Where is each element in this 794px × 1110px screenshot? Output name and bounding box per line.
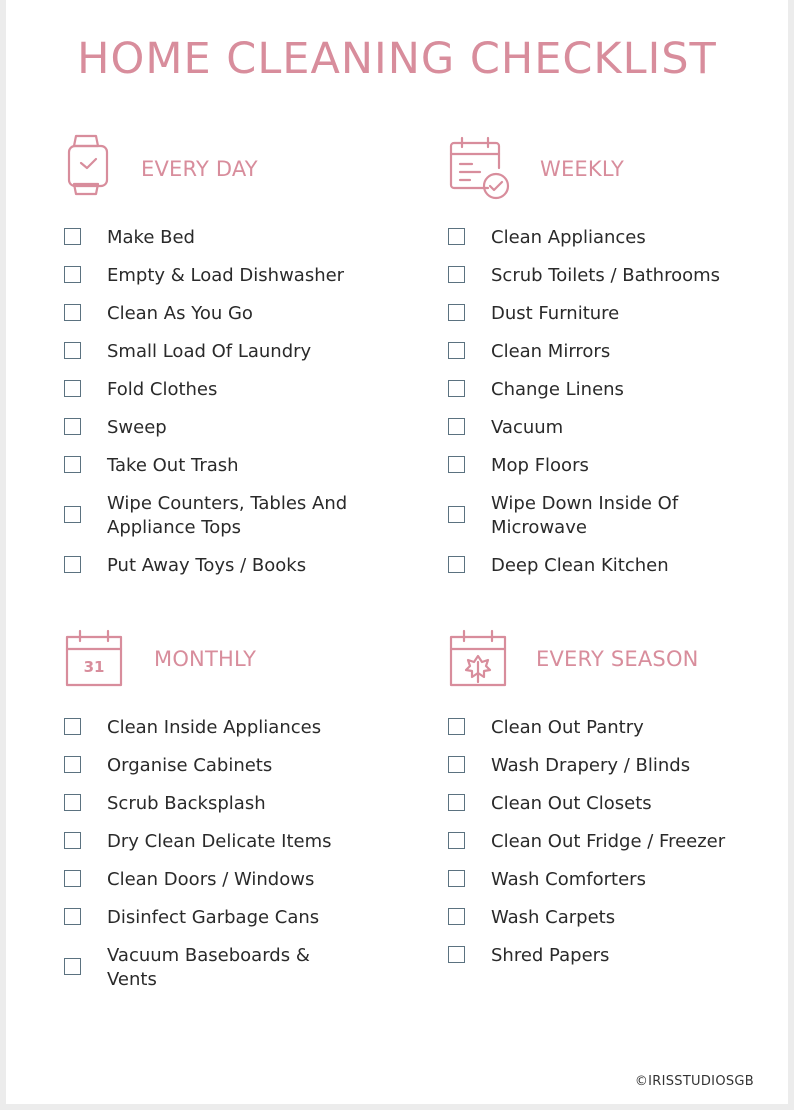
item-label: Deep Clean Kitchen xyxy=(491,555,669,576)
section-header xyxy=(448,620,778,692)
checkbox[interactable] xyxy=(448,832,465,849)
checkbox[interactable] xyxy=(448,946,465,963)
checkbox[interactable] xyxy=(64,418,81,435)
copyright-text: ©IRISSTUDIOSGB xyxy=(634,1074,754,1089)
checkbox[interactable] xyxy=(64,506,81,523)
checkbox[interactable] xyxy=(448,506,465,523)
checklist-item[interactable] xyxy=(64,556,404,594)
checkbox[interactable] xyxy=(448,418,465,435)
item-label: Wipe Counters, Tables And Appliance Tops xyxy=(107,493,348,538)
checklist-item[interactable] xyxy=(64,494,404,556)
checklist-item[interactable] xyxy=(448,456,788,494)
checkbox[interactable] xyxy=(448,266,465,283)
checkbox[interactable] xyxy=(448,908,465,925)
checklist-item[interactable] xyxy=(448,494,788,556)
section-title: WEEKLY xyxy=(540,157,625,181)
checklist-item[interactable] xyxy=(448,756,788,794)
item-label: Dust Furniture xyxy=(491,303,620,324)
checkbox[interactable] xyxy=(64,794,81,811)
checklist-item[interactable] xyxy=(448,380,788,418)
checklist-item[interactable] xyxy=(64,870,404,908)
calendar-31-icon xyxy=(64,620,126,692)
checklist-item[interactable] xyxy=(64,908,404,946)
item-label: Scrub Toilets / Bathrooms xyxy=(491,265,721,286)
item-label: Take Out Trash xyxy=(107,455,239,476)
checklist-items xyxy=(64,718,404,1008)
checklist-item[interactable] xyxy=(448,794,788,832)
checklist-item[interactable] xyxy=(64,832,404,870)
checklist-item[interactable] xyxy=(64,380,404,418)
checkbox[interactable] xyxy=(64,908,81,925)
checklist-item[interactable] xyxy=(64,304,404,342)
item-label: Sweep xyxy=(107,417,167,438)
section-title: MONTHLY xyxy=(154,647,257,671)
checkbox[interactable] xyxy=(448,304,465,321)
page-title: HOME CLEANING CHECKLIST xyxy=(77,34,717,84)
item-label: Dry Clean Delicate Items xyxy=(107,831,332,852)
item-label: Organise Cabinets xyxy=(107,755,273,776)
item-label: Scrub Backsplash xyxy=(107,793,266,814)
item-label: Clean Out Pantry xyxy=(491,717,644,738)
checklist-item[interactable] xyxy=(64,718,404,756)
item-label: Put Away Toys / Books xyxy=(107,555,307,576)
checkbox[interactable] xyxy=(448,718,465,735)
item-label: Wash Drapery / Blinds xyxy=(491,755,691,776)
checklist-item[interactable] xyxy=(448,418,788,456)
checkbox[interactable] xyxy=(448,870,465,887)
checkbox[interactable] xyxy=(448,556,465,573)
item-label: Shred Papers xyxy=(491,945,610,966)
checklist-item[interactable] xyxy=(448,304,788,342)
item-label: Wash Comforters xyxy=(491,869,646,890)
section-header xyxy=(64,130,394,202)
checkbox[interactable] xyxy=(448,342,465,359)
item-label: Clean Inside Appliances xyxy=(107,717,322,738)
checklist-item[interactable] xyxy=(448,718,788,756)
section-title: EVERY SEASON xyxy=(536,647,699,671)
calendar-check-icon xyxy=(448,130,514,202)
checklist-item[interactable] xyxy=(64,342,404,380)
checkbox[interactable] xyxy=(448,380,465,397)
checklist-item[interactable] xyxy=(64,418,404,456)
item-label: Wipe Down Inside Of Microwave xyxy=(491,493,679,538)
item-label: Clean As You Go xyxy=(107,303,253,324)
item-label: Change Linens xyxy=(491,379,624,400)
item-label: Clean Appliances xyxy=(491,227,646,248)
item-label: Wash Carpets xyxy=(491,907,616,928)
checkbox[interactable] xyxy=(64,958,81,975)
checklist-page xyxy=(6,0,788,1104)
checklist-item[interactable] xyxy=(448,228,788,266)
item-label: Clean Mirrors xyxy=(491,341,611,362)
checkbox[interactable] xyxy=(448,228,465,245)
checklist-item[interactable] xyxy=(448,832,788,870)
checkbox[interactable] xyxy=(448,794,465,811)
item-label: Vacuum Baseboards & Vents xyxy=(107,945,310,990)
item-label: Clean Doors / Windows xyxy=(107,869,315,890)
item-label: Vacuum xyxy=(491,417,564,438)
checkbox[interactable] xyxy=(448,756,465,773)
checkbox[interactable] xyxy=(64,304,81,321)
checkbox[interactable] xyxy=(64,342,81,359)
checkbox[interactable] xyxy=(64,832,81,849)
checkbox[interactable] xyxy=(64,718,81,735)
item-label: Disinfect Garbage Cans xyxy=(107,907,320,928)
calendar-date-text: 31 xyxy=(83,658,105,676)
checkbox[interactable] xyxy=(64,266,81,283)
checkbox[interactable] xyxy=(64,380,81,397)
section-header xyxy=(64,620,394,692)
item-label: Make Bed xyxy=(107,227,195,248)
item-label: Small Load Of Laundry xyxy=(107,341,312,362)
checklist-item[interactable] xyxy=(448,266,788,304)
checklist-item[interactable] xyxy=(448,908,788,946)
section-header xyxy=(448,130,778,202)
watch-icon xyxy=(64,130,114,202)
item-label: Clean Out Closets xyxy=(491,793,652,814)
checklist-item[interactable] xyxy=(448,946,788,984)
item-label: Clean Out Fridge / Freezer xyxy=(491,831,726,852)
checklist-items xyxy=(448,718,788,984)
item-label: Fold Clothes xyxy=(107,379,218,400)
checkbox[interactable] xyxy=(64,456,81,473)
checklist-item[interactable] xyxy=(448,342,788,380)
checklist-item[interactable] xyxy=(448,556,788,594)
checklist-item[interactable] xyxy=(64,756,404,794)
checklist-item[interactable] xyxy=(64,456,404,494)
checkbox[interactable] xyxy=(64,756,81,773)
checklist-item[interactable] xyxy=(64,794,404,832)
checkbox[interactable] xyxy=(64,870,81,887)
checkbox[interactable] xyxy=(64,228,81,245)
checklist-item[interactable] xyxy=(448,870,788,908)
checklist-items xyxy=(64,228,404,594)
section-title: EVERY DAY xyxy=(141,157,258,181)
item-label: Empty & Load Dishwasher xyxy=(107,265,345,286)
checklist-item[interactable] xyxy=(64,228,404,266)
checkbox[interactable] xyxy=(64,556,81,573)
checklist-items xyxy=(448,228,788,594)
item-label: Mop Floors xyxy=(491,455,589,476)
calendar-leaf-icon xyxy=(448,620,510,692)
checklist-item[interactable] xyxy=(64,946,404,1008)
checkbox[interactable] xyxy=(448,456,465,473)
checklist-item[interactable] xyxy=(64,266,404,304)
